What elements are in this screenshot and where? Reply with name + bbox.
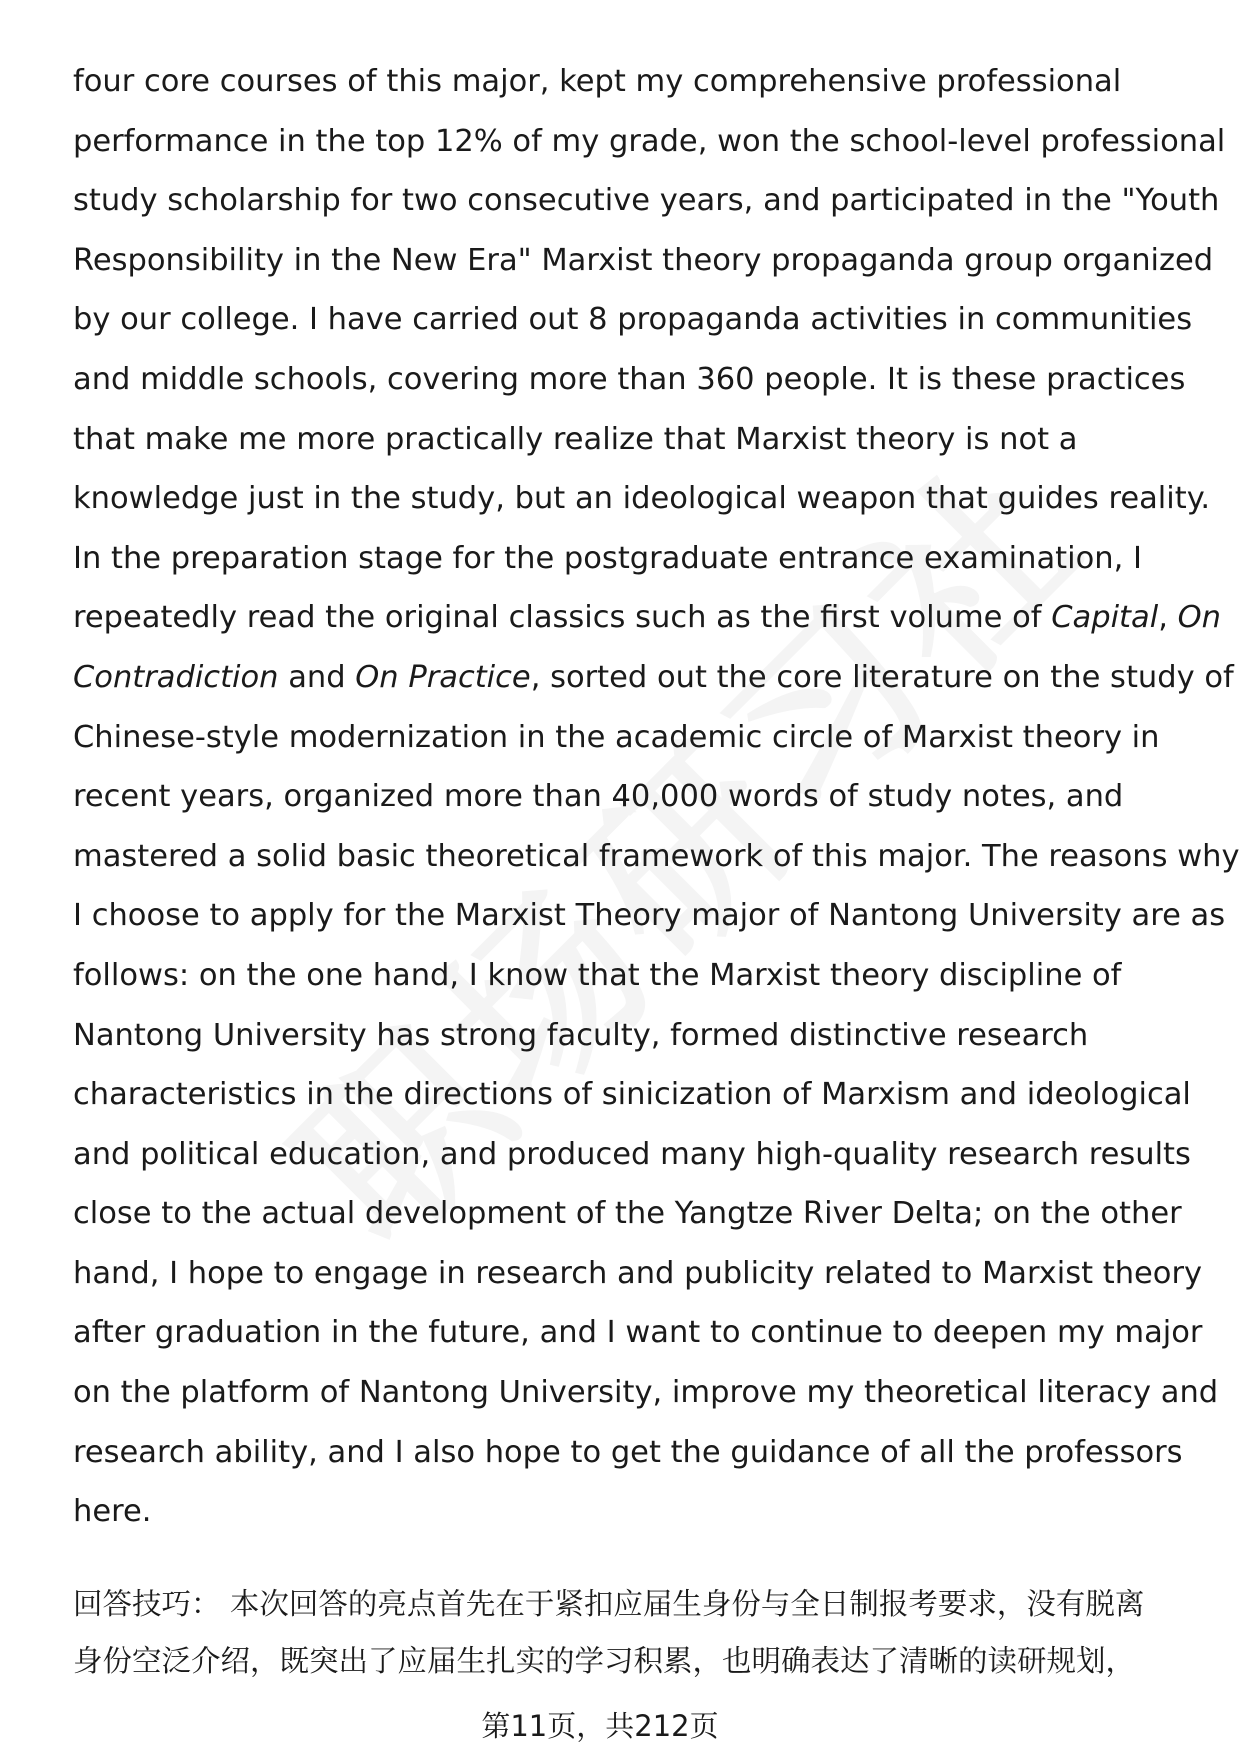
text-line: recent years, organized more than 40,000 words of study notes, and — [73, 779, 1124, 815]
text-line: Nantong University has strong faculty, formed distinctive research — [73, 1017, 1089, 1053]
answer-tip — [73, 1576, 1163, 1690]
text-line: Contradiction and On Practice, sorted out the core literature on the study of — [73, 659, 1234, 695]
text-line: after graduation in the future, and I want to continue to deepen my major — [73, 1315, 1203, 1351]
book-title: Contradiction — [73, 659, 279, 695]
text-line: repeatedly read the original classics such as the first volume of Capital, On — [73, 600, 1221, 636]
text-line: mastered a solid basic theoretical framework of this major. The reasons why — [73, 838, 1240, 874]
text-line: In the preparation stage for the postgraduate entrance examination, I — [73, 540, 1142, 576]
text-line: characteristics in the directions of sinicization of Marxism and ideological — [73, 1077, 1191, 1113]
tip-line: 身份空泛介绍，既突出了应届生扎实的学习积累，也明确表达了清晰的读研规划， — [73, 1644, 1136, 1678]
book-title: On — [1177, 600, 1221, 636]
text-line: that make me more practically realize that Marxist theory is not a — [73, 421, 1078, 457]
text-line: close to the actual development of the Yangtze River Delta; on the other — [73, 1196, 1182, 1232]
text-line: four core courses of this major, kept my comprehensive professional — [73, 64, 1122, 99]
text-line: follows: on the one hand, I know that the Marxist theory discipline of — [73, 957, 1122, 993]
text-line: and middle schools, covering more than 360 people. It is these practices — [73, 361, 1186, 397]
page-number: 第11页，共212页 — [481, 1709, 719, 1743]
text-line: performance in the top 12% of my grade, won the school-level professional — [73, 123, 1226, 159]
body-paragraph — [73, 52, 1240, 1542]
text-line: by our college. I have carried out 8 propaganda activities in communities — [73, 302, 1193, 338]
text-line: Responsibility in the New Era" Marxist theory propaganda group organized — [73, 242, 1214, 278]
text-line: research ability, and I also hope to get the guidance of all the professors — [73, 1434, 1183, 1470]
text-line: knowledge just in the study, but an ideological weapon that guides reality. — [73, 481, 1211, 517]
text-line: I choose to apply for the Marxist Theory major of Nantong University are as — [73, 898, 1226, 934]
text-line: on the platform of Nantong University, improve my theoretical literacy and — [73, 1375, 1219, 1411]
tip-line: 回答技巧： 本次回答的亮点首先在于紧扣应届生身份与全日制报考要求，没有脱离 — [73, 1587, 1145, 1621]
book-title: Capital — [1051, 600, 1159, 636]
text-line: hand, I hope to engage in research and publicity related to Marxist theory — [73, 1255, 1203, 1291]
text-line: here. — [73, 1494, 152, 1530]
book-title: On Practice — [355, 659, 531, 695]
text-line: study scholarship for two consecutive years, and participated in the "Youth — [73, 183, 1220, 219]
text-line: and political education, and produced many high-quality research results — [73, 1136, 1191, 1172]
text-line: Chinese-style modernization in the academic circle of Marxist theory in — [73, 719, 1160, 755]
